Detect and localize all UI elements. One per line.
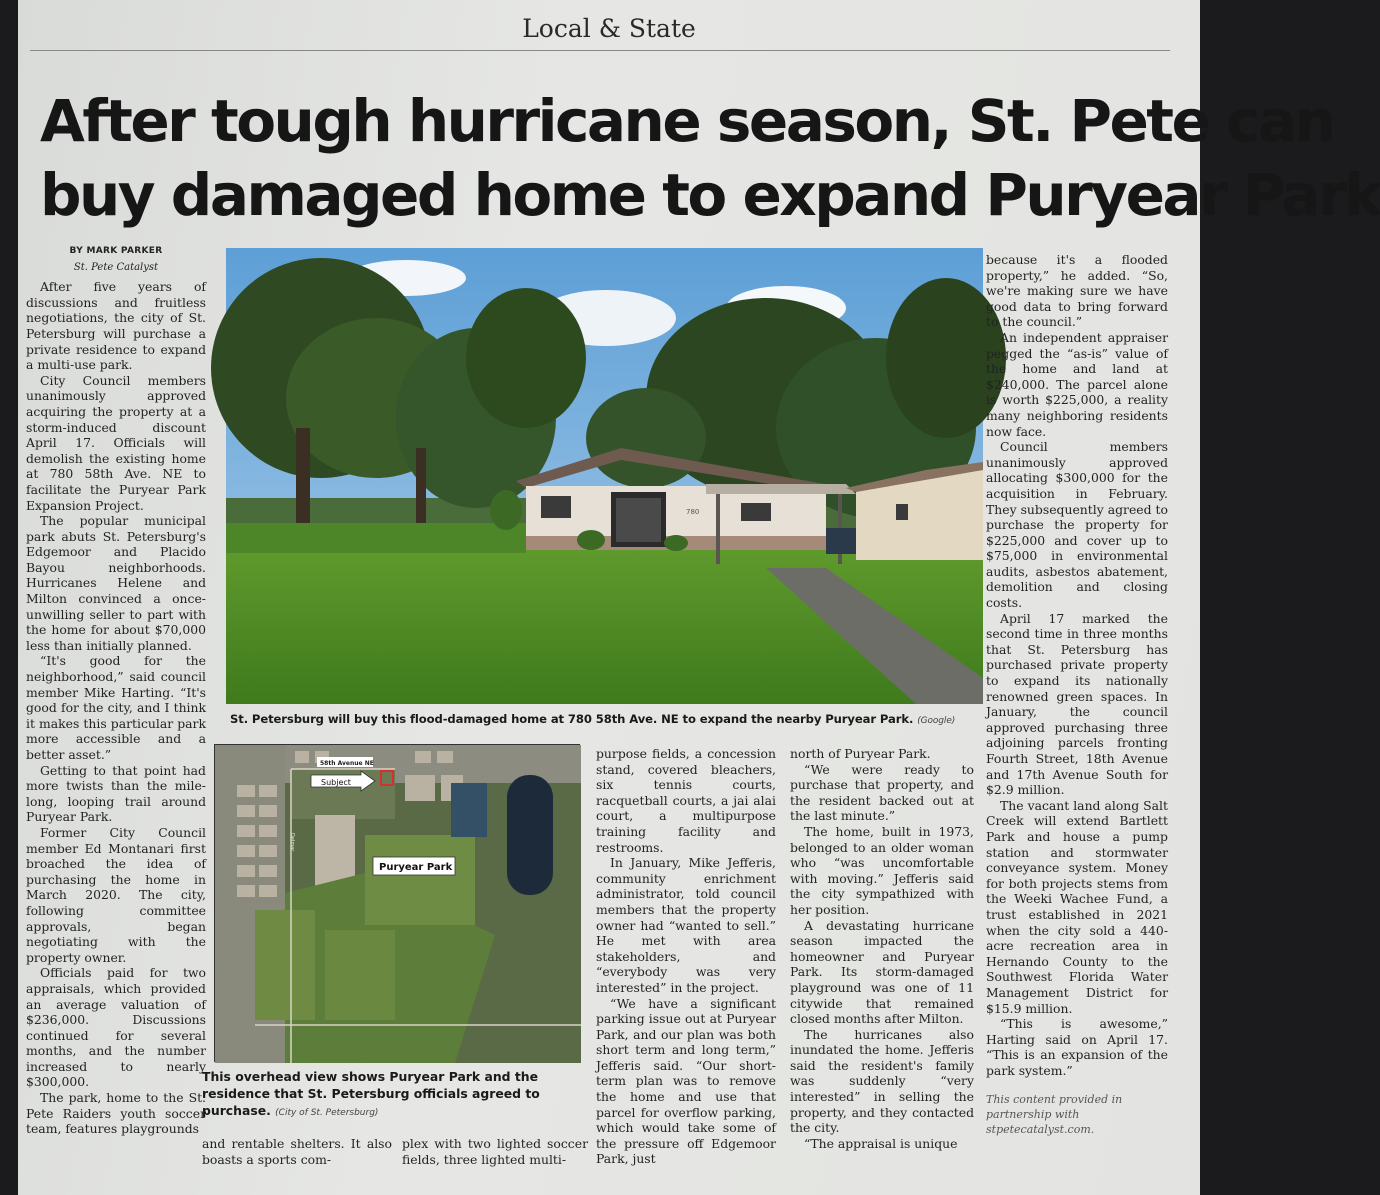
- article-paragraph: The hurricanes also inundated the home. Jefferis said the resident's family was suddenly “very interested” in selling the property, and they contacted the city.: [790, 1026, 974, 1136]
- article-paragraph: The park, home to the St. Pete Raiders youth soccer team, features playgrounds: [26, 1090, 206, 1137]
- column-2-text: and rentable shelters. It also boasts a sports com-: [202, 1136, 392, 1167]
- aerial-map-illustration: [215, 745, 581, 1063]
- article-paragraph: A devastating hurricane season impacted the homeowner and Puryear Park. Its storm-damaged playground was one of 11 citywide that remained closed months after Milton.: [790, 917, 974, 1027]
- photo-credit: (Google): [917, 716, 956, 726]
- article-paragraph: Officials paid for two appraisals, which provided an average valuation of $236,000. Discussions continued for several months, and the number increased to nearly $300,000.: [26, 965, 206, 1090]
- article-paragraph: “The appraisal is unique: [804, 1135, 958, 1151]
- section-rule: [30, 50, 1170, 51]
- house-number-label: 780: [686, 508, 700, 516]
- map-side-street-label: Delmar: [289, 833, 295, 852]
- article-column-2: [202, 1136, 392, 1167]
- partnership-note: This content provided in partnership with stpetecatalyst.com.: [986, 1093, 1123, 1137]
- map-credit: (City of St. Petersburg): [275, 1108, 379, 1118]
- article-paragraph: “It's good for the neighborhood,” said council member Mike Harting. “It's good for the city, and I think it makes this particular park more accessible and a better asset.”: [26, 653, 206, 762]
- byline-author: BY MARK PARKER: [69, 246, 163, 256]
- photo-caption: [230, 712, 1000, 726]
- house-photo: [226, 248, 983, 704]
- article-paragraph: “We were ready to purchase that property, and the resident backed out at the last minute.”: [790, 761, 974, 824]
- newspaper-page: [18, 0, 1380, 1195]
- article-paragraph: purpose fields, a concession stand, covered bleachers, six tennis courts, racquetball courts, a jai alai court, a multipurpose training facility and restrooms.: [596, 746, 776, 855]
- map-caption-text: This overhead view shows Puryear Park and the residence that St. Petersburg officials agreed to purchase.: [202, 1069, 540, 1118]
- headline-line-2: buy damaged home to expand Puryear Park: [40, 161, 1380, 229]
- article-paragraph: In January, Mike Jefferis, community enrichment administrator, told council members that the property owner had “wanted to sell.” He met with area stakeholders, and “everybody was very interested” in the project.: [596, 855, 776, 995]
- article-paragraph: City Council members unanimously approved acquiring the property at a storm-induced discount April 17. Officials will demolish the existing home at 780 58th Ave. NE to facilitate the Puryear Park Expansion Project.: [26, 372, 206, 513]
- article-paragraph: The home, built in 1973, belonged to an older woman who “was uncomfortable with moving.” Jefferis said the city sympathized with her position.: [790, 823, 974, 917]
- photo-caption-text: St. Petersburg will buy this flood-damaged home at 780 58th Ave. NE to expand the nearby Puryear Park.: [230, 712, 914, 726]
- map-park-label: Puryear Park: [379, 862, 453, 873]
- article-column-1: [26, 244, 206, 1137]
- article-paragraph: The vacant land along Salt Creek will extend Bartlett Park and house a pump station and stormwater conveyance system. Money for both projects stems from the Weeki Wachee Fund, a trust established in 2021 when the city sold a 440-acre recreation area in Hernando County to the Southwest Florida Water Management District for $15.9 million.: [986, 797, 1168, 1016]
- article-column-5: [790, 746, 974, 1151]
- article-paragraph: An independent appraiser pegged the “as-is” value of the home and land at $240,000. The parcel alone is worth $225,000, a reality many neighboring residents now face.: [986, 329, 1168, 439]
- column-3-text: plex with two lighted soccer fields, three lighted multi-: [402, 1136, 588, 1167]
- byline-organization: St. Pete Catalyst: [73, 261, 159, 273]
- article-paragraph: because it's a flooded property,” he added. “So, we're making sure we have good data to bring forward to the council.”: [986, 252, 1168, 330]
- section-label: Local & State: [522, 14, 696, 43]
- article-column-4: [596, 746, 776, 1167]
- article-paragraph: “This is awesome,” Harting said on April 17. “This is an expansion of the park system.”: [986, 1016, 1168, 1078]
- article-paragraph: north of Puryear Park.: [790, 746, 931, 761]
- headline-line-1: After tough hurricane season, St. Pete can: [40, 87, 1334, 155]
- article-paragraph: “We have a significant parking issue out at Puryear Park, and our plan was both short term and long term,” Jefferis said. “Our short-term plan was to remove the home and use that parcel for overflow parking, which would take some of the pressure off Edgemoor Park, just: [596, 995, 776, 1167]
- map-caption: [202, 1068, 586, 1122]
- aerial-map: [214, 744, 580, 1062]
- article-column-6: [986, 252, 1168, 1137]
- map-street-label: 58th Avenue NE: [320, 760, 374, 767]
- map-subject-label: Subject: [321, 778, 351, 787]
- article-paragraph: Former City Council member Ed Montanari first broached the idea of purchasing the home in March 2020. The city, following committee approvals, began negotiating with the property owner.: [26, 824, 206, 965]
- house-photo-illustration: [226, 248, 983, 704]
- article-paragraph: April 17 marked the second time in three months that St. Petersburg has purchased private property to expand its nationally renowned green spaces. In January, the council approved purchasing three adjoining parcels fronting Fourth Street, 18th Avenue and 17th Avenue South for $2.9 million.: [986, 610, 1168, 798]
- article-paragraph: Council members unanimously approved allocating $300,000 for the acquisition in February. They subsequently agreed to purchase the property for $225,000 and cover up to $75,000 in environmental audits, asbestos abatement, demolition and closing costs.: [986, 439, 1168, 611]
- article-paragraph: The popular municipal park abuts St. Petersburg's Edgemoor and Placido Bayou neighborhoods. Hurricanes Helene and Milton convinced a once-unwilling seller to part with the home for about $70,000 less than initially planned.: [26, 513, 206, 653]
- article-column-3: [402, 1136, 588, 1167]
- article-paragraph: Getting to that point had more twists than the mile-long, looping trail around Puryear Park.: [26, 762, 206, 825]
- article-paragraph: After five years of discussions and fruitless negotiations, the city of St. Petersburg will purchase a private residence to expand a multi-use park.: [26, 279, 206, 373]
